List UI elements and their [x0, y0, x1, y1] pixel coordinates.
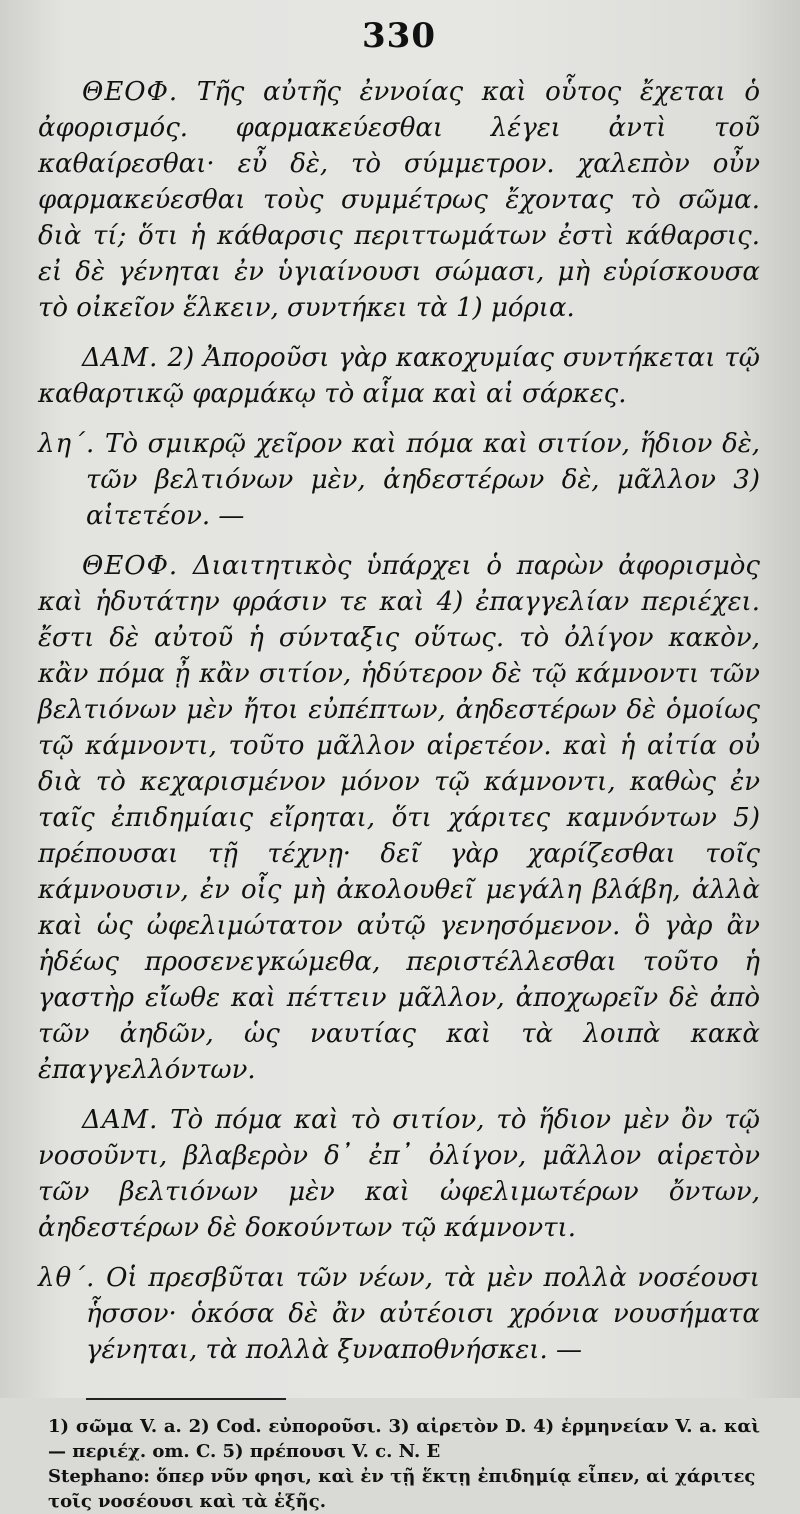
aphorism-38 — [38, 426, 760, 534]
speaker-label: ΘΕΟΦ. — [82, 551, 179, 581]
paragraph-text: Διαιτητικὸς ὑπάρχει ὁ παρὼν ἀφορισμὸς καὶ ἡδυτάτην φράσιν τε καὶ 4) ἐπαγγελίαν περιέχει. ἔστι δὲ αὐτοῦ ἡ σύνταξις οὕτως. τὸ ὀλίγον κακὸν, κἂν πόμα ᾖ κἂν σιτίον, ἡδύτερον δὲ τῷ κάμνοντι τῶν βελτιόνων μὲν ἤτοι εὐπέπτων, ἀηδεστέρων δὲ ὁμοίως τῷ κάμνοντι, τοῦτο μᾶλλον αἱρετέον. καὶ ἡ αἰτία οὐ διὰ τὸ κεχαρισμένον μόνον τῷ κάμνοντι, καθὼς ἐν ταῖς ἐπιδημίαις εἴρηται, ὅτι χάριτες καμνόντων 5) πρέπουσαι τῇ τέχνῃ· δεῖ γὰρ χαρίζεσθαι τοῖς κάμνουσιν, ἐν οἷς μὴ ἀκολουθεῖ μεγάλη βλάβη, ἀλλὰ καὶ ὡς ὠφελιμώτατον αὐτῷ γενησόμενον. ὃ γὰρ ἂν ἡδέως προσενεγκώμεθα, περιστέλλεσθαι τοῦτο ἡ γαστὴρ εἴωθε καὶ πέττειν μᾶλλον, ἀποχωρεῖν δὲ ἀπὸ τῶν ἀηδῶν, ὡς ναυτίας καὶ τὰ λοιπὰ κακὰ ἐπαγγελλόντων. — [38, 551, 760, 1085]
paragraph-theoph-1 — [38, 74, 760, 326]
footnote-line: τοῖς νοσέουσι καὶ τὰ ἑξῆς. — [48, 1491, 326, 1512]
footnote-divider — [86, 1398, 286, 1400]
speaker-label: ΘΕΟΦ. — [82, 77, 179, 107]
aphorism-number: λθ΄. — [38, 1263, 96, 1293]
footnote-line: 1) σῶμα V. a. 2) Cod. εὐποροῦσι. 3) αἱρετὸν D. 4) ἑρμηνείαν V. a. καὶ — περιέχ. om. C. 5) πρέπουσι V. c. N. E — [48, 1416, 760, 1462]
footnotes — [38, 1414, 760, 1514]
paragraph-dam-2 — [38, 1102, 760, 1246]
paragraph-text: Τῆς αὐτῆς ἐννοίας καὶ οὗτος ἔχεται ὁ ἀφορισμός. φαρμακεύεσθαι λέγει ἀντὶ τοῦ καθαίρεσθαι· εὖ δὲ, τὸ σύμμετρον. χαλεπὸν οὖν φαρμακεύεσθαι τοὺς συμμέτρως ἔχοντας τὸ σῶμα. διὰ τί; ὅτι ἡ κάθαρσις περιττωμάτων ἐστὶ κάθαρσις. εἰ δὲ γένηται ἐν ὑγιαίνουσι σώμασι, μὴ εὑρίσκουσα τὸ οἰκεῖον ἕλκειν, συντήκει τὰ 1) μόρια. — [38, 77, 760, 323]
paragraph-dam-1 — [38, 340, 760, 412]
speaker-label: ΔΑΜ. — [82, 343, 159, 373]
paragraph-text: Τὸ σμικρῷ χεῖρον καὶ πόμα καὶ σιτίον, ἥδιον δὲ, τῶν βελτιόνων μὲν, ἀηδεστέρων δὲ, μᾶλλον 3) αἱτετέον. — — [86, 429, 760, 531]
footnote-line: Stephano: ὅπερ νῦν φησι, καὶ ἐν τῇ ἕκτῃ ἐπιδημίᾳ εἶπεν, αἱ χάριτες — [48, 1466, 756, 1487]
speaker-label: ΔΑΜ. — [82, 1105, 159, 1135]
paragraph-text: 2) Ἀποροῦσι γὰρ κακοχυμίας συντήκεται τῷ καθαρτικῷ φαρμάκῳ τὸ αἷμα καὶ αἱ σάρκες. — [38, 343, 760, 409]
paragraph-text: Τὸ πόμα καὶ τὸ σιτίον, τὸ ἥδιον μὲν ὂν τῷ νοσοῦντι, βλαβερὸν δ᾽ ἐπ᾽ ὀλίγον, μᾶλλον αἱρετὸν τῶν βελτιόνων μὲν καὶ ὠφελιμωτέρων ὄντων, ἀηδεστέρων δὲ δοκούντων τῷ κάμνοντι. — [38, 1105, 760, 1243]
aphorism-39 — [38, 1260, 760, 1368]
paragraph-text: Οἱ πρεσβῦται τῶν νέων, τὰ μὲν πολλὰ νοσέουσι ἧσσον· ὁκόσα δὲ ἂν αὐτέοισι χρόνια νουσήματα γένηται, τὰ πολλὰ ξυναποθνήσκει. — — [86, 1263, 760, 1365]
aphorism-number: λη΄. — [38, 429, 96, 459]
paragraph-theoph-2 — [38, 548, 760, 1088]
page-number: 330 — [362, 16, 436, 56]
